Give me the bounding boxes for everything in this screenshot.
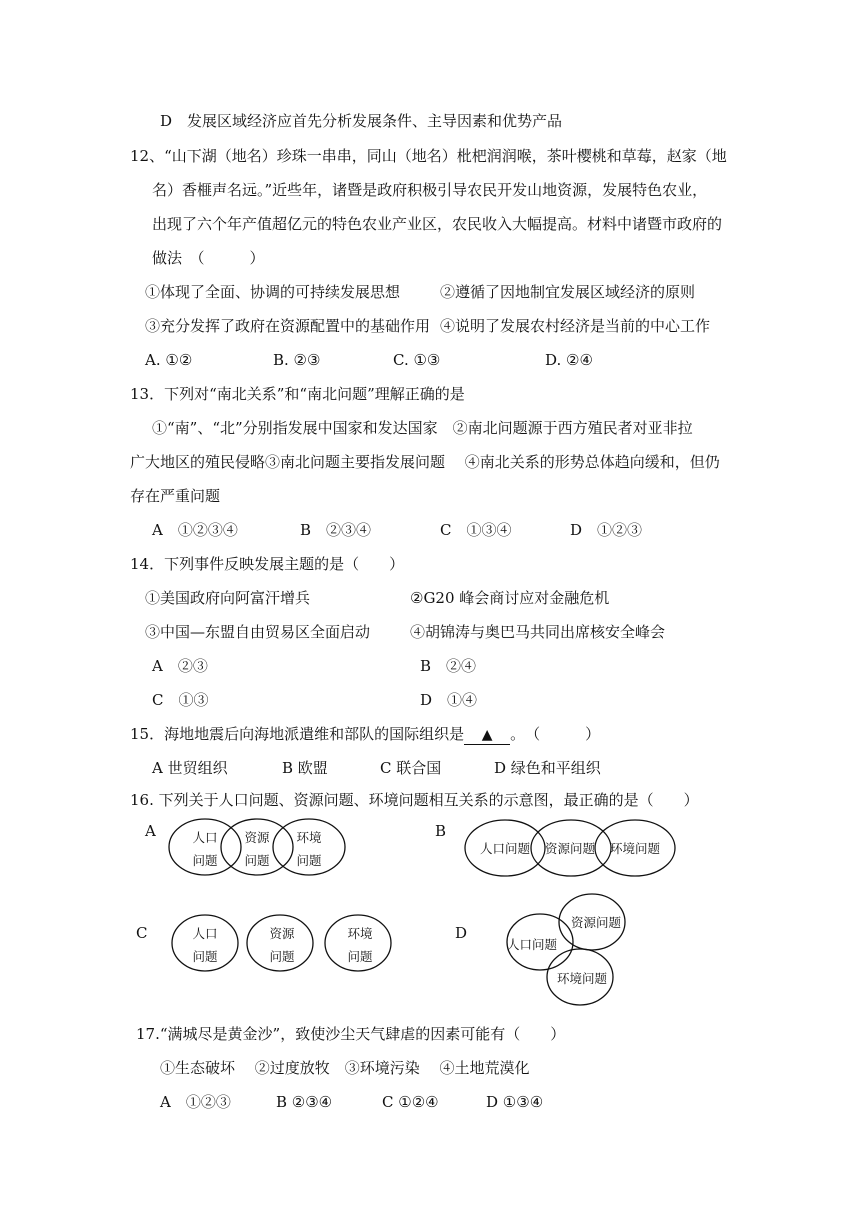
q16-a-label: 问题 (192, 853, 218, 868)
q14-option-b[interactable]: B ②④ (420, 657, 477, 675)
q16-c-label: 人口 (192, 926, 218, 941)
q14-option-d[interactable]: D ①④ (420, 691, 478, 709)
q15-option-c[interactable]: C 联合国 (380, 759, 442, 777)
q13-option-c[interactable]: C ①③④ (440, 521, 512, 539)
q14-option-a[interactable]: A ②③ (152, 657, 208, 675)
q17-option-c[interactable]: C ①②④ (382, 1093, 439, 1111)
q12-option-a[interactable]: A. ①② (145, 351, 193, 369)
q14-statement-2: ②G20 峰会商讨应对金融危机 (410, 589, 610, 607)
q15-answer-blank[interactable]: ▲ (464, 726, 510, 745)
q13-option-b[interactable]: B ②③④ (300, 521, 372, 539)
q17-option-b[interactable]: B ②③④ (276, 1093, 333, 1111)
q15-option-b[interactable]: B 欧盟 (282, 759, 328, 777)
q13-option-d[interactable]: D ①②③ (570, 521, 643, 539)
q12-stem-line-3: 出现了六个年产值超亿元的特色农业产业区，农民收入大幅提高。材料中诸暨市政府的 (152, 215, 723, 233)
q16-a-label: 问题 (296, 853, 322, 868)
q12-statement-2: ②遵循了因地制宜发展区域经济的原则 (440, 283, 696, 301)
q16-letter-b[interactable]: B (435, 822, 447, 840)
q14-statement-1: ①美国政府向阿富汗增兵 (145, 589, 311, 607)
q15-option-d[interactable]: D 绿色和平组织 (494, 759, 601, 777)
q13-body-line-3: 存在严重问题 (130, 487, 221, 505)
q17-statements: ①生态破坏 ②过度放牧 ③环境污染 ④土地荒漠化 (160, 1059, 530, 1077)
q12-stem-line-1: 12、“山下湖（地名）珍珠一串串，同山（地名）枇杷润润喉，茶叶樱桃和草莓，赵家（地 (130, 147, 727, 165)
q12-statement-4: ④说明了发展农村经济是当前的中心工作 (440, 317, 711, 335)
q16-c-label: 问题 (192, 949, 218, 964)
q16-c-label: 资源 (269, 926, 295, 941)
q16-b-label: 资源问题 (544, 841, 596, 856)
q12-option-b[interactable]: B. ②③ (273, 351, 321, 369)
q13-option-a[interactable]: A ①②③④ (152, 521, 238, 539)
q16-a-label: 人口 (192, 830, 218, 845)
q16-d-label: 资源问题 (570, 915, 622, 930)
q16-letter-a[interactable]: A (145, 822, 156, 840)
q17-option-d[interactable]: D ①③④ (486, 1093, 544, 1111)
q15-stem (130, 724, 600, 745)
q11-option-d[interactable]: D 发展区域经济应首先分析发展条件、主导因素和优势产品 (160, 112, 563, 130)
q14-statement-3: ③中国—东盟自由贸易区全面启动 (145, 623, 371, 641)
q12-option-d[interactable]: D. ②④ (545, 351, 593, 369)
q16-b-label: 环境问题 (609, 841, 661, 856)
q16-a-label: 资源 (244, 830, 270, 845)
q16-a-label: 环境 (296, 830, 322, 845)
q13-stem: 13．下列对“南北关系”和“南北问题”理解正确的是 (130, 385, 465, 403)
q12-statement-1: ①体现了全面、协调的可持续发展思想 (145, 283, 401, 301)
q16-b-label: 人口问题 (479, 841, 531, 856)
q12-option-c[interactable]: C. ①③ (393, 351, 441, 369)
q12-stem-line-2: 名）香榧声名远。”近些年，诸暨是政府积极引导农民开发山地资源，发展特色农业， (152, 181, 708, 199)
q16-c-label: 问题 (269, 949, 295, 964)
q15-stem-end: 。 （ ） (510, 725, 601, 743)
q12-stem-line-4: 做法 （ ） (152, 249, 265, 267)
q13-body-line-1: ①“南”、“北”分别指发展中国家和发达国家 ②南北问题源于西方殖民者对亚非拉 (152, 419, 693, 437)
q16-c-label: 问题 (347, 949, 373, 964)
q16-d-label: 人口问题 (506, 937, 558, 952)
q14-statement-4: ④胡锦涛与奥巴马共同出席核安全峰会 (410, 623, 666, 641)
q16-letter-d[interactable]: D (455, 924, 468, 942)
q13-body-line-2: 广大地区的殖民侵略③南北问题主要指发展问题 ④南北关系的形势总体趋向缓和，但仍 (130, 453, 720, 471)
q16-d-label: 环境问题 (556, 971, 608, 986)
q17-option-a[interactable]: A ①②③ (160, 1093, 231, 1111)
q16-a-label: 问题 (244, 853, 270, 868)
q16-diagrams (0, 810, 860, 1010)
q14-stem: 14．下列事件反映发展主题的是（ ） (130, 555, 405, 573)
q14-option-c[interactable]: C ①③ (152, 691, 209, 709)
q17-stem: 17.“满城尽是黄金沙”，致使沙尘天气肆虐的因素可能有（ ） (136, 1025, 566, 1043)
q16-letter-c[interactable]: C (136, 924, 148, 942)
q16-stem: 16. 下列关于人口问题、资源问题、环境问题相互关系的示意图，最正确的是（ ） (130, 791, 699, 809)
q12-statement-3: ③充分发挥了政府在资源配置中的基础作用 (145, 317, 431, 335)
q15-stem-text: 15．海地地震后向海地派遣维和部队的国际组织是 (130, 725, 465, 743)
q16-c-label: 环境 (347, 926, 373, 941)
q15-option-a[interactable]: A 世贸组织 (152, 759, 228, 777)
